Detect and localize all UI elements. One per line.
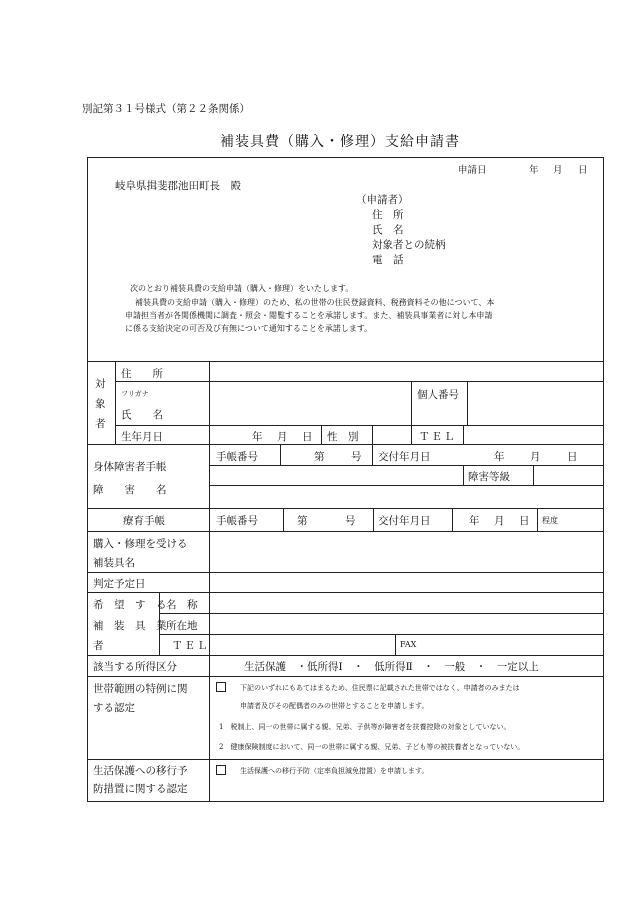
vendor-fax-label: FAX — [400, 640, 417, 649]
rule-v — [321, 425, 322, 444]
rule — [115, 381, 604, 382]
welfare-text: 生活保護への移行予防（定率負担減免措置）を申請します。 — [240, 767, 429, 775]
rule-v — [411, 425, 412, 444]
income-options: 生活保護 ・低所得Ⅰ ・ 低所得Ⅱ ・ 一般 ・ 一定以上 — [244, 661, 539, 673]
dob-day: 日 — [302, 431, 313, 443]
ryoiku-issue-month: 月 — [494, 515, 505, 527]
household-label-2: する認定 — [93, 702, 135, 714]
household-label-1: 世帯範囲の特例に関 — [93, 683, 188, 695]
application-date-month: 月 — [553, 165, 563, 176]
applicant-relation-label: 対象者との続柄 — [372, 239, 446, 251]
household-item-2: 2 健康保険制度において、同一の世帯に属する親、兄弟、子ども等の被扶養者となっていない。 — [219, 743, 525, 751]
rule — [87, 655, 604, 656]
household-text-2: 申請者及びその配偶者のみの世帯とすることを申請します。 — [240, 702, 429, 710]
intro-line-1: 次のとおり補装具費の支給申請（購入・修理）をいたします。 — [130, 284, 354, 293]
vendor-tel-label: ＴＥＬ — [172, 640, 210, 652]
rule-v — [452, 508, 453, 531]
disability-name-label: 障 害 名 — [93, 484, 167, 496]
disability-grade-label: 障害等級 — [468, 471, 510, 483]
rule-v — [463, 465, 464, 485]
rule-v — [372, 425, 373, 444]
rule-v — [537, 508, 538, 531]
rule — [87, 592, 604, 593]
intro-line-4: に係る支給決定の可否及び有無について通知することを承諾します。 — [125, 324, 373, 333]
rule — [87, 361, 604, 362]
disability-dai: 第 — [314, 451, 325, 463]
rule — [159, 613, 604, 614]
frame-left — [87, 157, 88, 802]
rule — [87, 444, 604, 445]
intro-line-3: 申請担当者が各関係機関に調査・照会・閲覧することを承諾します。また、補装具事業者に対し本申請 — [125, 311, 493, 320]
disability-issue-day: 日 — [567, 451, 578, 463]
subject-side-label-3: 者 — [95, 418, 106, 430]
rule-v — [373, 508, 374, 531]
subject-side-label-1: 対 — [95, 378, 106, 390]
rule — [115, 425, 604, 426]
device-name-label-1: 購入・修理を受ける — [93, 538, 188, 550]
ryoiku-go: 号 — [345, 515, 356, 527]
ryoiku-book-label: 療育手帳 — [123, 515, 165, 527]
rule — [87, 759, 604, 760]
application-date-label: 申請日 — [458, 165, 487, 176]
subject-dob-label: 生年月日 — [121, 431, 163, 443]
rule — [87, 508, 604, 509]
household-checkbox[interactable] — [216, 682, 226, 692]
rule-v — [280, 444, 281, 465]
applicant-phone-label: 電 話 — [372, 254, 404, 266]
disability-issue-date-label: 交付年月日 — [378, 451, 431, 463]
welfare-checkbox[interactable] — [216, 765, 226, 775]
rule — [159, 634, 604, 635]
subject-side-label-2: 象 — [95, 398, 106, 410]
dob-month: 月 — [277, 431, 288, 443]
rule — [87, 531, 604, 532]
applicant-name-label: 氏 名 — [372, 224, 404, 236]
rule-v — [411, 381, 412, 425]
vendor-name-label: 名 称 — [166, 599, 198, 611]
welfare-label-1: 生活保護への移行予 — [93, 765, 188, 777]
intro-line-2: 補装具費の支給申請（購入・修理）のため、私の世帯の住民登録資料、税務資料その他について、本 — [135, 298, 495, 307]
rule-v — [283, 508, 284, 531]
rule-v — [209, 361, 210, 801]
vendor-label-2: 補 装 具 業 — [93, 620, 167, 632]
subject-furigana-label: フリガナ — [121, 390, 149, 398]
rule-v — [115, 361, 116, 444]
dob-year: 年 — [252, 431, 263, 443]
page-title: 補装具費（購入・修理）支給申請書 — [220, 134, 460, 150]
frame-bottom — [87, 801, 604, 802]
rule-v — [467, 381, 468, 425]
rule-v — [463, 425, 464, 444]
application-date-day: 日 — [578, 165, 588, 176]
ryoiku-issue-day: 日 — [519, 515, 530, 527]
household-text-1: 下記のいずれにもあてはまるため、住民票に記載された世帯ではなく、申請者のみまたは — [240, 684, 520, 692]
disability-go: 号 — [351, 451, 362, 463]
disability-book-label: 身体障害者手帳 — [93, 461, 167, 473]
subject-address-label: 住 所 — [121, 368, 163, 380]
sex-label: 性 別 — [327, 431, 359, 443]
vendor-label-3: 者 — [93, 640, 104, 652]
vendor-label-1: 希 望 す る — [93, 599, 167, 611]
judgment-date-label: 判定予定日 — [93, 578, 146, 590]
frame-top — [87, 157, 604, 158]
rule — [87, 676, 604, 677]
welfare-label-2: 防措置に関する認定 — [93, 783, 188, 795]
income-label: 該当する所得区分 — [93, 661, 177, 673]
rule-v — [395, 634, 396, 655]
subject-tel-label: ＴＥＬ — [419, 431, 457, 443]
ryoiku-level-label: 程度 — [542, 516, 558, 525]
ryoiku-issue-year: 年 — [469, 515, 480, 527]
device-name-label-2: 補装具名 — [93, 557, 135, 569]
addressee: 岐阜県揖斐郡池田町長 殿 — [115, 180, 241, 192]
ryoiku-issue-date-label: 交付年月日 — [378, 515, 431, 527]
rule — [87, 572, 604, 573]
ryoiku-dai: 第 — [297, 515, 308, 527]
subject-name-label: 氏 名 — [121, 409, 163, 421]
disability-issue-month: 月 — [530, 451, 541, 463]
application-date-year: 年 — [529, 165, 539, 176]
household-item-1: 1 税制上、同一の世帯に属する親、兄弟、子供等が障害者を扶養控除の対象としていない。 — [219, 723, 511, 731]
disability-book-no-label: 手帳番号 — [216, 451, 258, 463]
disability-issue-year: 年 — [494, 451, 505, 463]
ryoiku-book-no-label: 手帳番号 — [216, 515, 258, 527]
rule-v — [533, 465, 534, 485]
personal-number-label: 個人番号 — [417, 389, 459, 401]
rule-v — [372, 444, 373, 465]
rule — [209, 485, 604, 486]
rule — [209, 465, 604, 466]
frame-right — [603, 157, 604, 802]
applicant-heading: （申請者） — [356, 194, 409, 206]
applicant-address-label: 住 所 — [372, 209, 404, 221]
vendor-location-label: 所在地 — [166, 620, 198, 632]
form-number: 別記第３１号様式（第２２条関係） — [82, 103, 250, 115]
